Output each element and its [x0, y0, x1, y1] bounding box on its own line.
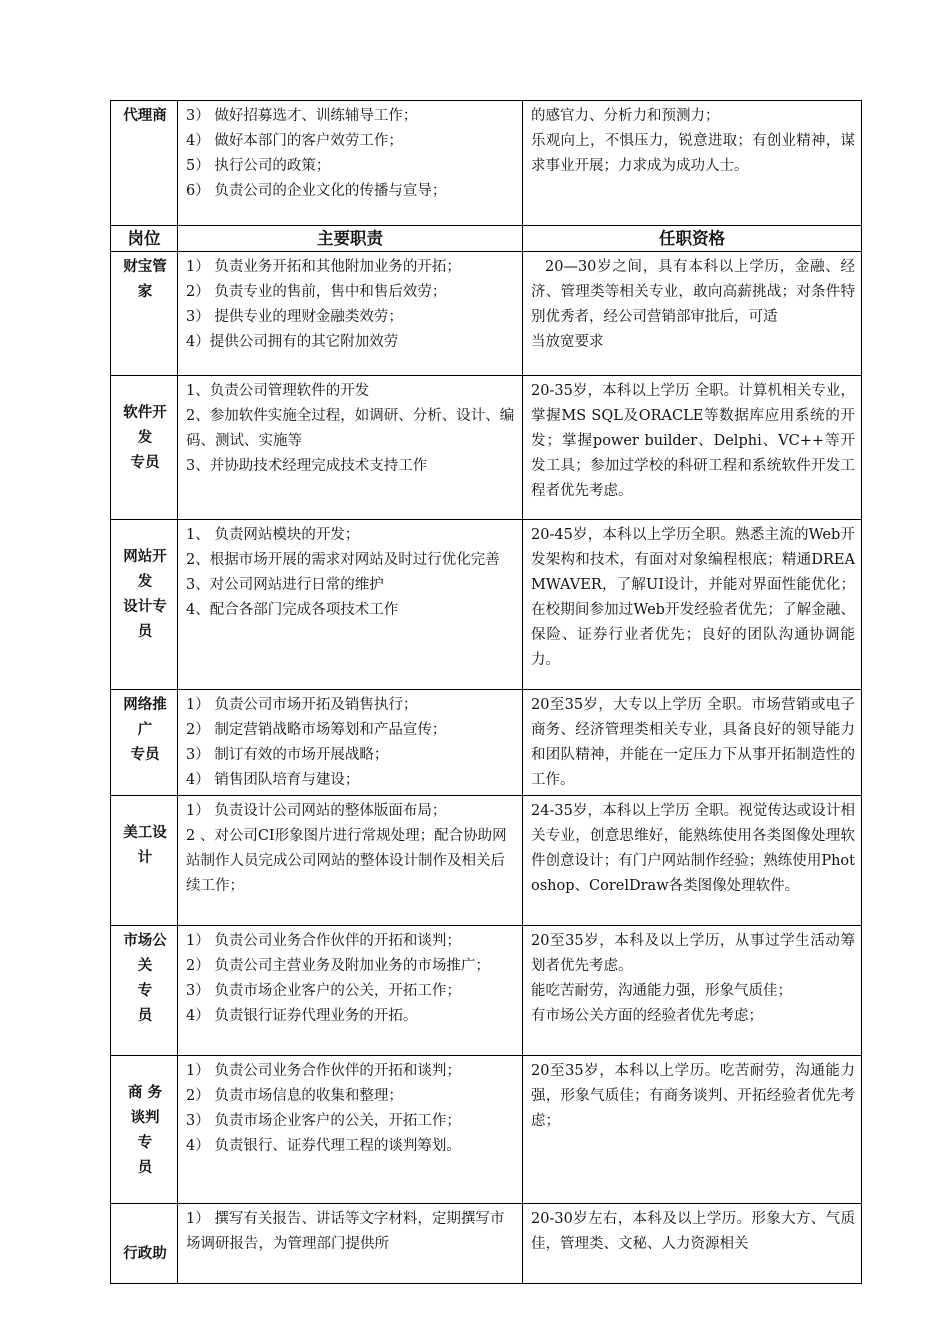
requirement-line: 24-35岁，本科以上学历 全职。视觉传达或设计相关专业，创意思维好，能熟练使用各类图像处理软件创意设计；有门户网站制作经验；熟练使用Photoshop、CorelDraw各类图像处理软件。	[531, 803, 855, 894]
post-cell	[111, 926, 178, 1056]
post-name: 专	[137, 983, 153, 999]
requirement-line: 能吃苦耐劳，沟通能力强，形象气质佳；	[531, 983, 792, 999]
header-post: 岗位	[111, 226, 178, 252]
post-cell	[111, 376, 178, 520]
requirement-line: 20-45岁，本科以上学历全职。熟悉主流的Web开发架构和技术，有面对对象编程根底；精通DREAMWAVER，了解UI设计，并能对界面性能优化；在校期间参加过Web开发经验者优先；了解金融、保险、证券行业者优先；良好的团队沟通协调能力。	[531, 527, 855, 668]
duties-cell	[178, 520, 523, 690]
duty-line: 1） 负责公司市场开拓及销售执行；	[186, 697, 418, 713]
table-row	[111, 101, 862, 226]
post-name: 代理商	[123, 108, 167, 124]
header-requirements: 任职资格	[523, 226, 862, 252]
duty-line: 2） 制定营销战略市场筹划和产品宣传；	[186, 722, 447, 738]
requirement-line: 乐观向上，不惧压力，锐意进取；有创业精神，谋求事业开展；力求成为成功人士。	[531, 133, 855, 174]
duty-line: 4、配合各部门完成各项技术工作	[186, 602, 399, 618]
duty-line: 1） 负责公司业务合作伙伴的开拓和谈判；	[186, 933, 461, 949]
requirement-line: 20至35岁，大专以上学历 全职。市场营销或电子商务、经济管理类相关专业，具备良好的领导能力和团队精神，并能在一定压力下从事开拓制造性的工作。	[531, 697, 855, 788]
duties-cell	[178, 926, 523, 1056]
post-name: 专员	[130, 747, 160, 763]
requirement-line: 20至35岁，本科及以上学历，从事过学生活动筹划者优先考虑。	[531, 933, 855, 974]
requirement-line: 的感官力、分析力和预测力；	[531, 108, 720, 124]
duty-line: 1） 负责公司业务合作伙伴的开拓和谈判；	[186, 1063, 461, 1079]
duty-line: 4） 负责银行、证券代理工程的谈判筹划。	[186, 1138, 461, 1154]
requirement-line: 20至35岁，本科以上学历。吃苦耐劳，沟通能力强，形象气质佳；有商务谈判、开拓经验者优先考虑；	[531, 1063, 855, 1129]
post-name: 关	[137, 958, 153, 974]
table-header-row	[111, 226, 862, 252]
duty-line: 4） 销售团队培育与建设；	[186, 772, 360, 788]
duty-line: 2、根据市场开展的需求对网站及时过行优化完善	[186, 552, 500, 568]
post-name: 专	[137, 1135, 153, 1151]
duties-cell	[178, 252, 523, 376]
duty-line: 4） 负责银行证券代理业务的开拓。	[186, 1008, 418, 1024]
duty-line: 3、对公司网站进行日常的维护	[186, 577, 384, 593]
duty-line: 3） 制订有效的市场开展战略；	[186, 747, 389, 763]
requirements-cell	[523, 926, 862, 1056]
post-name	[119, 1217, 171, 1242]
post-name: 美工设	[123, 825, 167, 841]
requirements-cell	[523, 690, 862, 796]
requirement-line: 当放宽要求	[531, 334, 604, 350]
post-name: 广	[137, 722, 153, 738]
duty-line: 4）提供公司拥有的其它附加效劳	[186, 334, 399, 350]
table-row	[111, 376, 862, 520]
requirements-cell	[523, 1056, 862, 1204]
requirements-cell	[523, 101, 862, 226]
duty-line: 2 、对公司CI形象图片进行常规处理；配合协助网站制作人员完成公司网站的整体设计制作及相关后续工作；	[186, 828, 507, 894]
post-name: 员	[137, 1008, 153, 1024]
post-name: 专员	[130, 455, 160, 471]
duty-line: 1） 负责设计公司网站的整体版面布局；	[186, 803, 447, 819]
duty-line: 2） 负责市场信息的收集和整理；	[186, 1088, 403, 1104]
requirements-cell	[523, 796, 862, 926]
post-name: 市场公	[123, 933, 167, 949]
post-name: 商 务	[127, 1085, 163, 1101]
requirements-cell	[523, 252, 862, 376]
post-name: 网络推	[123, 697, 167, 713]
duty-line: 1、 负责网站模块的开发；	[186, 527, 360, 543]
post-name: 设计专	[123, 599, 167, 615]
post-cell	[111, 1056, 178, 1204]
post-name: 发	[137, 574, 153, 590]
job-table-body	[111, 101, 862, 1284]
header-duties: 主要职责	[178, 226, 523, 252]
duty-line: 5） 执行公司的政策；	[186, 158, 331, 174]
table-row	[111, 1204, 862, 1284]
table-row	[111, 1056, 862, 1204]
post-name: 发	[137, 430, 153, 446]
post-name: 行政助	[123, 1246, 167, 1262]
table-row	[111, 690, 862, 796]
post-cell	[111, 520, 178, 690]
job-table	[110, 100, 862, 1284]
table-row	[111, 252, 862, 376]
post-cell	[111, 690, 178, 796]
post-cell	[111, 796, 178, 926]
duties-cell	[178, 376, 523, 520]
duty-line: 1） 负责业务开拓和其他附加业务的开拓；	[186, 259, 461, 275]
duty-line: 4） 做好本部门的客户效劳工作；	[186, 133, 403, 149]
post-name: 网站开	[123, 549, 167, 565]
duties-cell	[178, 101, 523, 226]
post-name: 谈判	[130, 1110, 160, 1126]
duty-line: 2） 负责公司主营业务及附加业务的市场推广；	[186, 958, 490, 974]
post-name: 员	[137, 1160, 153, 1176]
post-name: 家	[137, 284, 153, 300]
post-name: 软件开	[123, 405, 167, 421]
post-cell	[111, 1204, 178, 1284]
duty-line: 6） 负责公司的企业文化的传播与宣导；	[186, 183, 447, 199]
duty-line: 3、并协助技术经理完成技术支持工作	[186, 458, 428, 474]
duty-line: 2、参加软件实施全过程，如调研、分析、设计、编码、测试、实施等	[186, 408, 515, 449]
requirement-line: 有市场公关方面的经验者优先考虑；	[531, 1008, 763, 1024]
requirement-line: 20-30岁左右，本科及以上学历。形象大方、气质佳，管理类、文秘、人力资源相关	[531, 1211, 855, 1252]
post-name: 财宝管	[123, 259, 167, 275]
requirements-cell	[523, 1204, 862, 1284]
duty-line: 3） 负责市场企业客户的公关，开拓工作；	[186, 1113, 461, 1129]
post-cell	[111, 101, 178, 226]
duties-cell	[178, 1056, 523, 1204]
requirements-cell	[523, 520, 862, 690]
requirement-line: 20-35岁，本科以上学历 全职。计算机相关专业，掌握MS SQL及ORACLE等数据库应用系统的开发；掌握power builder、Delphi、VC++等开发工具；参加过学校的科研工程和系统软件开发工程者优先考虑。	[531, 383, 855, 499]
duties-cell	[178, 1204, 523, 1284]
duty-line: 2） 负责专业的售前，售中和售后效劳；	[186, 284, 447, 300]
post-name: 计	[137, 850, 153, 866]
table-row	[111, 796, 862, 926]
duties-cell	[178, 690, 523, 796]
post-cell	[111, 252, 178, 376]
post-name: 员	[137, 624, 153, 640]
duty-line: 1、负责公司管理软件的开发	[186, 383, 370, 399]
requirements-cell	[523, 376, 862, 520]
requirement-line: 20—30岁之间，具有本科以上学历，金融、经济、管理类等相关专业，敢向高薪挑战；对条件特别优秀者，经公司营销部审批后，可适	[531, 259, 855, 325]
table-row	[111, 926, 862, 1056]
duty-line: 1） 撰写有关报告、讲话等文字材料，定期撰写市场调研报告，为管理部门提供所	[186, 1211, 505, 1252]
duties-cell	[178, 796, 523, 926]
duty-line: 3） 负责市场企业客户的公关，开拓工作；	[186, 983, 461, 999]
table-row	[111, 520, 862, 690]
duty-line: 3） 做好招募选才、训练辅导工作；	[186, 108, 418, 124]
duty-line: 3） 提供专业的理财金融类效劳；	[186, 309, 403, 325]
